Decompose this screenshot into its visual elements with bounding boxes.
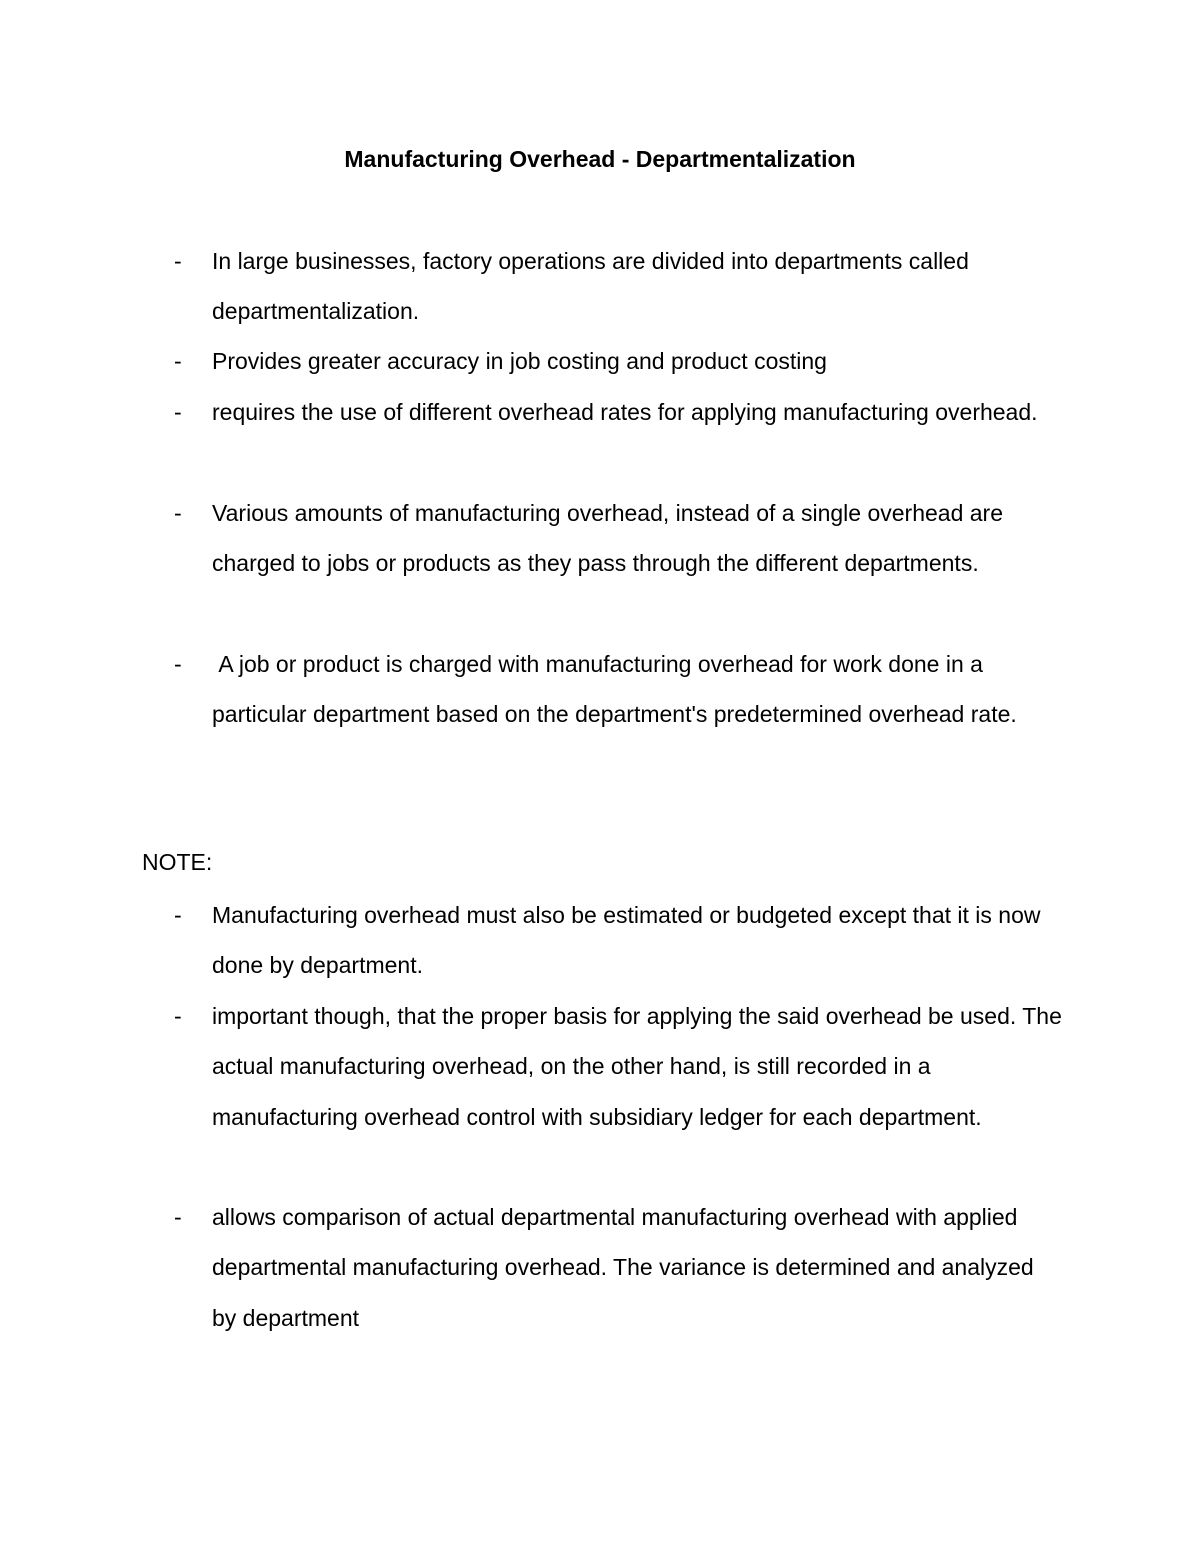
bullet-text: A job or product is charged with manufacturing overhead for work done in a particular department based on the department's predetermined overhead rate. bbox=[212, 651, 1017, 728]
bullet-text: Manufacturing overhead must also be estimated or budgeted except that it is now done by department. bbox=[212, 902, 1047, 979]
bullet-text: allows comparison of actual departmental manufacturing overhead with applied departmental manufacturing overhead. The variance is determined and analyzed by department bbox=[212, 1204, 1041, 1331]
bullet-text: Various amounts of manufacturing overhead, instead of a single overhead are charged to jobs or products as they pass through the different departments. bbox=[212, 500, 1010, 577]
bullet-marker: - bbox=[174, 500, 182, 526]
document-title: Manufacturing Overhead - Departmentalization bbox=[344, 146, 856, 172]
bullet-marker: - bbox=[174, 902, 182, 928]
bullet-marker: - bbox=[174, 1003, 182, 1029]
note-heading: NOTE: bbox=[142, 849, 213, 875]
bullet-text: Provides greater accuracy in job costing and product costing bbox=[212, 348, 827, 374]
bullet-text: important though, that the proper basis for applying the said overhead be used. The actual manufacturing overhead, on the other hand, is still recorded in a manufacturing overhead control with subsidiary ledger for each department. bbox=[212, 1003, 1069, 1130]
bullet-text: In large businesses, factory operations are divided into departments called departmentalization. bbox=[212, 248, 976, 325]
bullet-marker: - bbox=[174, 399, 182, 425]
bullet-text: requires the use of different overhead rates for applying manufacturing overhead. bbox=[212, 399, 1038, 425]
bullet-marker: - bbox=[174, 348, 182, 374]
bullet-marker: - bbox=[174, 1204, 182, 1230]
bullet-marker: - bbox=[174, 248, 182, 274]
bullet-marker: - bbox=[174, 651, 182, 677]
